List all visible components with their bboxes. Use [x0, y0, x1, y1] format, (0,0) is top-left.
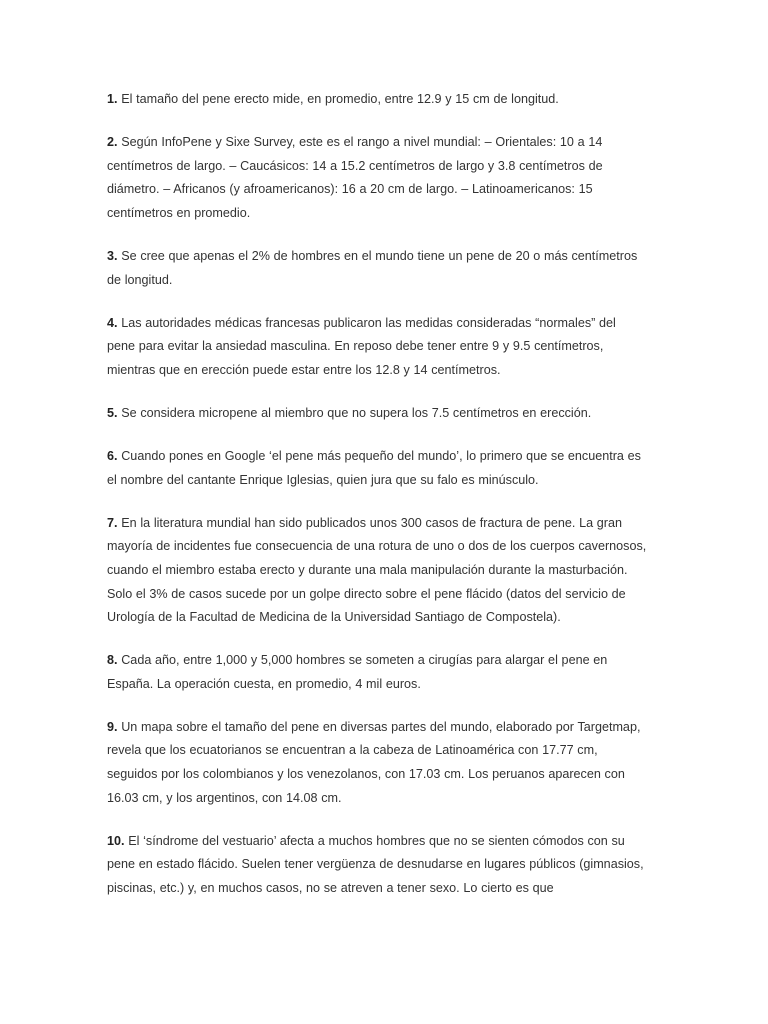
item-text: Un mapa sobre el tamaño del pene en diversas partes del mundo, elaborado por Targetmap, revela que los ecuatorianos se encuentran a la cabeza de Latinoamérica con 17.77 cm, seguidos por los colombianos y los venezolanos, con 17.03 cm. Los peruanos aparecen con 16.03 cm, y los argentinos, con 14.08 cm. — [107, 719, 641, 805]
list-item-3 — [107, 245, 647, 292]
item-text: Según InfoPene y Sixe Survey, este es el rango a nivel mundial: – Orientales: 10 a 14 centímetros de largo. – Caucásicos: 14 a 15.2 centímetros de largo y 3.8 centímetros de diámetro. – Africanos (y afroamericanos): 16 a 20 cm de largo. – Latinoamericanos: 15 centímetros en promedio. — [107, 135, 603, 220]
list-item-2 — [107, 131, 647, 225]
item-text: En la literatura mundial han sido publicados unos 300 casos de fractura de pene. La gran mayoría de incidentes fue consecuencia de una rotura de uno o dos de los cuerpos cavernosos, cuando el miembro estaba erecto y durante una mala manipulación durante la masturbación. Solo el 3% de casos sucede por un golpe directo sobre el pene flácido (datos del servicio de Urología de la Facultad de Medicina de la Universidad Santiago de Compostela). — [107, 515, 647, 625]
list-item-9 — [107, 716, 647, 810]
list-item-4 — [107, 312, 647, 383]
item-number: 7. — [107, 515, 118, 530]
item-number: 6. — [107, 449, 118, 464]
item-text: Cada año, entre 1,000 y 5,000 hombres se someten a cirugías para alargar el pene en España. La operación cuesta, en promedio, 4 mil euros. — [107, 653, 608, 691]
item-text: El tamaño del pene erecto mide, en promedio, entre 12.9 y 15 cm de longitud. — [117, 92, 559, 106]
item-text: Las autoridades médicas francesas publicaron las medidas consideradas “normales” del pene para evitar la ansiedad masculina. En reposo debe tener entre 9 y 9.5 centímetros, mientras que en erección puede estar entre los 12.8 y 14 centímetros. — [107, 315, 616, 377]
item-number: 4. — [107, 315, 118, 330]
list-item-7 — [107, 512, 647, 630]
list-item-6 — [107, 445, 647, 492]
list-item-8 — [107, 649, 647, 696]
item-text: El ‘síndrome del vestuario’ afecta a muchos hombres que no se sienten cómodos con su pene en estado flácido. Suelen tener vergüenza de desnudarse en lugares públicos (gimnasios, piscinas, etc.) y, en muchos casos, no se atreven a tener sexo. Lo cierto es que — [107, 833, 644, 895]
item-number: 1. — [107, 92, 118, 106]
item-number: 10. — [107, 833, 125, 848]
item-text: Se considera micropene al miembro que no supera los 7.5 centímetros en erección. — [117, 405, 592, 420]
item-number: 2. — [107, 135, 118, 150]
document-page — [107, 88, 647, 920]
item-number: 9. — [107, 719, 118, 734]
item-number: 8. — [107, 653, 118, 668]
list-item-1 — [107, 88, 647, 112]
item-number: 3. — [107, 248, 118, 263]
item-number: 5. — [107, 405, 118, 420]
list-item-5 — [107, 402, 647, 426]
item-text: Cuando pones en Google ‘el pene más pequeño del mundo’, lo primero que se encuentra es el nombre del cantante Enrique Iglesias, quien jura que su falo es minúsculo. — [107, 449, 641, 487]
list-item-10 — [107, 830, 647, 901]
item-text: Se cree que apenas el 2% de hombres en el mundo tiene un pene de 20 o más centímetros de longitud. — [107, 248, 638, 287]
